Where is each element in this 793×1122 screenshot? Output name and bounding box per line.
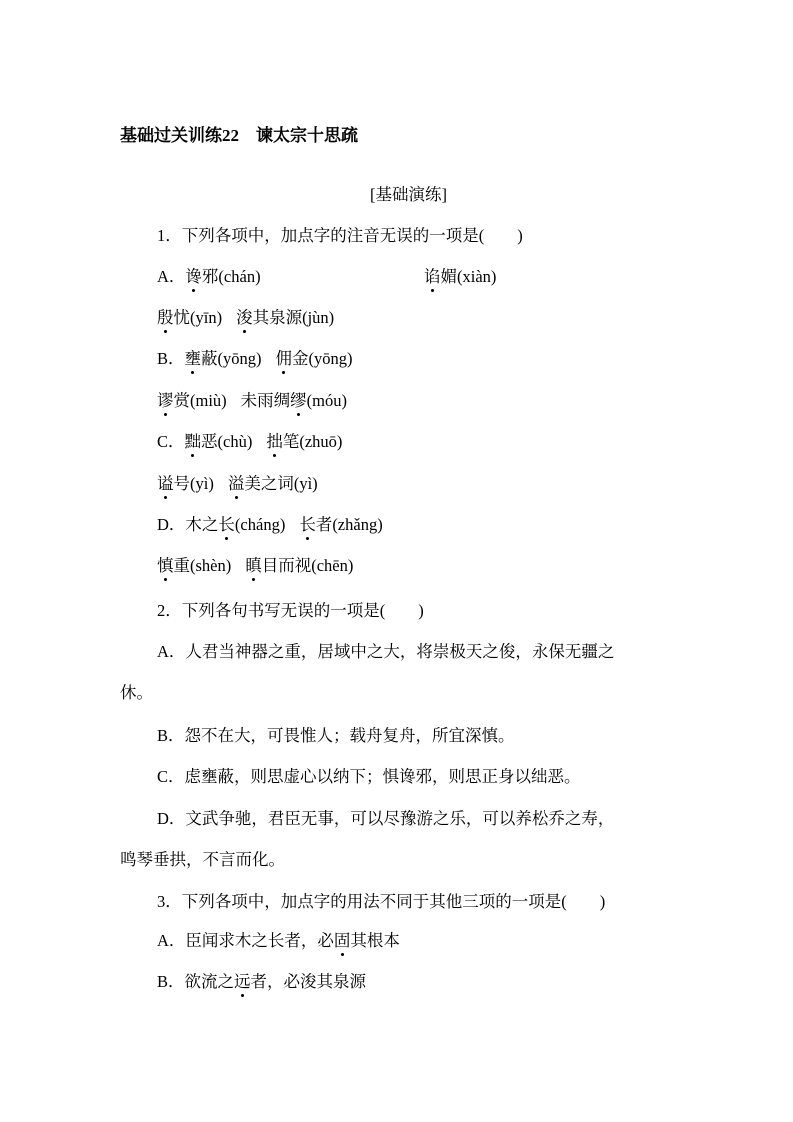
q1-c4-rest: 美之词(yì): [244, 474, 318, 493]
emphasized-char: 谗: [185, 267, 202, 286]
emphasized-char: 瞋: [245, 556, 262, 575]
q1-b4-rest: (móu): [306, 391, 347, 410]
q1-a2-rest: 媚(xiàn): [440, 267, 497, 286]
emphasized-char: 谄: [424, 267, 441, 286]
q1-option-a-item2: [424, 266, 496, 288]
q1-a3-rest: 忧(yīn): [173, 308, 223, 327]
q3-a-rest: 其根本: [350, 931, 400, 950]
emphasized-char: 壅: [184, 349, 202, 368]
q3-b-pre: B．欲流之: [157, 972, 235, 991]
q1-b3-rest: 赏(miù): [173, 391, 227, 410]
q1-a1-rest: 邪(chán): [201, 267, 261, 286]
q3-a-pre: A．臣闻求木之长者，必: [157, 931, 334, 950]
emphasized-char: 缪: [290, 391, 307, 410]
q1-c1-rest: 恶(chù): [201, 432, 253, 451]
q1-d3-rest: 重(shèn): [173, 556, 232, 575]
q1-option-b-line2: [157, 390, 347, 412]
q2-option-d-line1: D．文武争驰，君臣无事，可以尽豫游之乐，可以养松乔之寿，: [157, 809, 615, 828]
section-heading: [基础演练]: [370, 185, 447, 204]
emphasized-char: 长: [218, 515, 235, 534]
emphasized-char: 黜: [184, 432, 202, 451]
q2-option-a-line1: A．人君当神器之重，居域中之大，将崇极天之俊，永保无疆之: [157, 642, 615, 661]
q1-c2-rest: 笔(zhuō): [282, 432, 343, 451]
emphasized-char: 溢: [227, 474, 245, 493]
q1-option-c-line1: [157, 431, 342, 453]
q1-c-prefix: C．: [157, 432, 185, 451]
emphasized-char: 长: [299, 515, 316, 534]
q1-b2-rest: 金(yōng): [292, 349, 353, 368]
q3-stem: 3．下列各项中，加点字的用法不同于其他三项的一项是( ): [157, 892, 606, 911]
q1-option-d-line1: [157, 514, 383, 536]
q2-stem: 2．下列各句书写无误的一项是( ): [157, 601, 424, 620]
q1-stem: 1．下列各项中，加点字的注音无误的一项是( ): [157, 226, 523, 245]
q1-option-c-line2: [157, 473, 318, 495]
q1-d2-rest: 者(zhǎng): [315, 515, 383, 534]
emphasized-char: 固: [333, 931, 351, 950]
q2-option-b: B．怨不在大，可畏惟人；载舟复舟，所宜深慎。: [157, 726, 515, 745]
emphasized-char: 谥: [157, 474, 174, 493]
q1-d1-rest: (cháng): [234, 515, 286, 534]
q2-option-c: C．虑壅蔽，则思虚心以纳下；惧谗邪，则思正身以绌恶。: [157, 767, 581, 786]
emphasized-char: 远: [234, 972, 251, 991]
q1-c3-rest: 号(yì): [173, 474, 214, 493]
q1-d4-rest: 目而视(chēn): [261, 556, 354, 575]
emphasized-char: 浚: [236, 308, 253, 327]
q1-b1-rest: 蔽(yōng): [201, 349, 262, 368]
emphasized-char: 慎: [157, 556, 174, 575]
q1-b-prefix: B．: [157, 349, 185, 368]
q3-option-a: [157, 930, 400, 952]
q1-d1-pre: D．木之: [157, 515, 219, 534]
document-title: 基础过关训练22 谏太宗十思疏: [120, 126, 358, 145]
q1-option-d-line2: [157, 555, 353, 577]
emphasized-char: 佣: [275, 349, 293, 368]
q3-option-b: [157, 971, 366, 993]
q1-option-b-line1: [157, 348, 353, 370]
q1-b4-pre: 未雨绸: [240, 391, 291, 410]
emphasized-char: 殷: [157, 308, 174, 327]
q2-option-d-line2: 鸣琴垂拱，不言而化。: [120, 850, 285, 869]
q1-a4-rest: 其泉源(jùn): [252, 308, 335, 327]
q1-a-prefix: A．: [157, 267, 186, 286]
emphasized-char: 拙: [266, 432, 283, 451]
q1-option-a-line1: [157, 266, 261, 288]
emphasized-char: 谬: [157, 391, 174, 410]
q2-option-a-line2: 休。: [120, 683, 153, 702]
q1-option-a-line2: [157, 307, 334, 329]
q3-b-rest: 者，必浚其泉源: [250, 972, 367, 991]
